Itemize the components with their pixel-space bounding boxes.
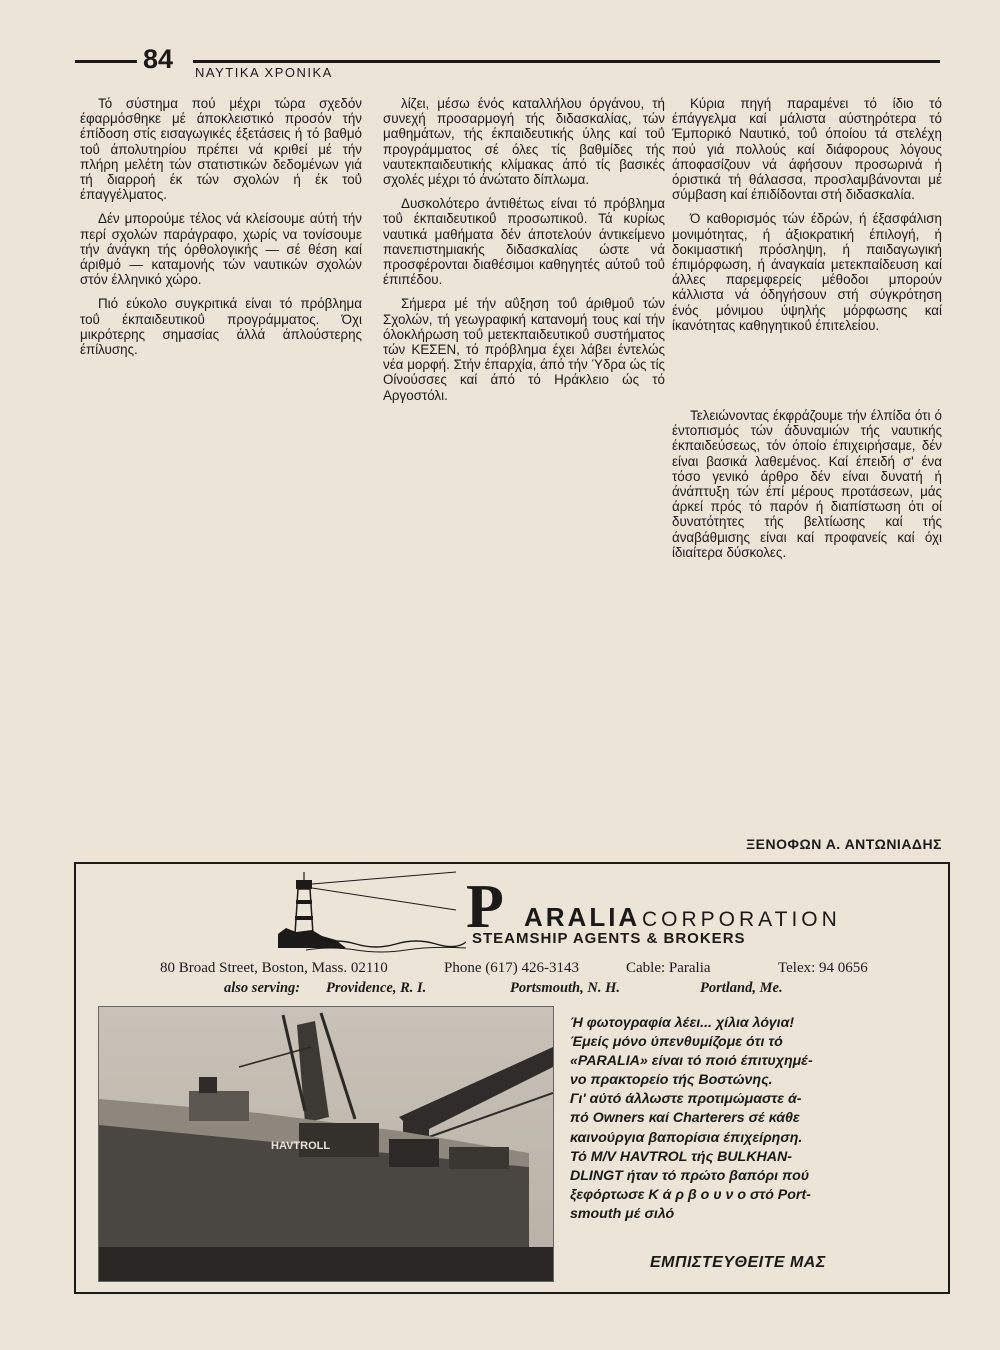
address: 80 Broad Street, Boston, Mass. 02110 [160, 960, 388, 976]
article-paragraph: λίζει, μέσω ένός καταλλήλου όργάνου, τή συνεχή προσαρμογή τής διδασκαλίας, τών μαθημάτων, τής έκπαιδευτικής ύλης καί τοΰ προγράμματος σέ όλες τίς βαθμίδες τής ναυτεκπαιδευτικής κλίμακας άπό τίς βασικές σχολές μέχρι τό άνώτατο δίπλωμα. [383, 96, 665, 188]
brand-corporation: CORPORATION [642, 908, 841, 931]
ad-text-line: DLINGT ήταν τό πρώτο βαπόρι πού [570, 1167, 810, 1184]
ad-text-line: Ή φωτογραφία λέει... χίλια λόγια! [570, 1015, 795, 1031]
article-paragraph: Τελειώνοντας έκφράζουμε τήν έλπίδα ότι ό έντοπισμός τών άδυναμιών τής ναυτικής έκπαιδεύσεως, τόν όποίο έπιχειρήσαμε, δέν είναι βασικά λαθεμένος. Καί έπειδή σ' ένα τόσο γενικό άρθρο δέν είναι δυνατή ή άνάπτυξη τών έπί μέρους προτάσεων, μάς άρκεί πρός τό παρόν ή διαπίστωση ότι οί δυνατότητες τής βελτίωσης καί τής άναβάθμισης είναι καί προφανείς καί όχι ίδιαίτερα δύσκολες. [672, 408, 942, 560]
article-paragraph: Σήμερα μέ τήν αΰξηση τοΰ άριθμοΰ τών Σχολών, τή γεωγραφική κατανομή τους καί τήν όλοκλήρωση τοΰ μετεκπαιδευτικοΰ συστήματος τών ΚΕΣΕΝ, τό πρόβλημα έχει λάβει έντελώς νέα μορφή. Στήν έπαρχία, άπό τήν Ύδρα ώς τίς Οίνούσσες καί άπό τό Ηράκλειο ώς τό Αργοστόλι. [383, 296, 665, 403]
brand-tagline: STEAMSHIP AGENTS & BROKERS [472, 930, 746, 947]
author-signature: ΞΕΝΟΦΩΝ Α. ΑΝΤΩΝΙΑΔΗΣ [746, 836, 942, 852]
header-rule-left [75, 60, 137, 63]
ad-call-to-action: ΕΜΠΙΣΤΕΥΘΕΙΤΕ ΜΑΣ [650, 1254, 826, 1271]
article-column-1 [80, 96, 362, 366]
article-paragraph: Δέν μπορούμε τέλος νά κλείσουμε αύτή τήν περί σχολών παράγραφο, χωρίς να τονίσουμε τήν άνάγκη τής όρθολογικής — σέ θέση καί άριθμό — καταμονής τών ναυτικών σχολών στόν έλληνικό χώρο. [80, 211, 362, 288]
article-paragraph: Δυσκολότερο άντιθέτως είναι τό πρόβλημα τοΰ έκπαιδευτικοΰ προσωπικοΰ. Τά κυρίως ναυτικά μαθήματα δέν άποτελούν άντικείμενο πανεπιστημιακής διδασκαλίας ώστε νά προσφέρονται διαθέσιμοι καθηγητές αύτοΰ τοΰ έπιπέδου. [383, 196, 665, 288]
page-number: 84 [143, 44, 174, 74]
ad-text-line: Γι' αύτό άλλωστε προτιμώμαστε ά- [570, 1091, 802, 1108]
paralia-advertisement [74, 862, 950, 1294]
advertisement-text [570, 1014, 906, 1224]
ship-photo [98, 1006, 554, 1282]
cable: Cable: Paralia [626, 960, 711, 976]
header-rule-right [193, 60, 940, 63]
also-serving-label: also serving: [224, 980, 301, 996]
brand-name: ARALIA [524, 902, 641, 932]
ad-text-line: πό Owners καί Charterers σέ κάθε [570, 1110, 800, 1127]
article-column-2 [383, 96, 665, 412]
serving-city: Portsmouth, N. H. [510, 980, 620, 996]
article-paragraph: Τό σύστημα πού μέχρι τώρα σχεδόν έφαρμόσθηκε μέ άποκλειστικό προσόν τήν έπίδοση στίς εισαγωγικές έξετάσεις ή τό βαθμό τοΰ άπολυτηρίου πρέπει νά κριθεί μέ τήν πλήρη μελέτη τών στατιστικών δεδομένων γιά τή διαρροή έκ τών σχολών ή έκ τοΰ έπαγγέλματος. [80, 96, 362, 203]
article-column-3 [672, 96, 942, 569]
ad-text-line: νο πρακτορείο τής Βοστώνης. [570, 1072, 773, 1089]
article-paragraph: Κύρια πηγή παραμένει τό ίδιο τό έπάγγελμα καί μάλιστα αύστηρότερα τό Έμπορικό Ναυτικό, τοΰ όποίου τά στελέχη πού γιά πολλούς καί διάφορους λόγους άποφασίζουν νά άφήσουν προσωρινά ή όριστικά τή θάλασσα, προσλαμβάνονται μέ σύμβαση καί έπιδίδονται στή διδασκαλία. [672, 96, 942, 203]
serving-city: Providence, R. I. [326, 980, 427, 996]
page-header [75, 44, 940, 80]
ad-text-line: smouth μέ σιλό [570, 1205, 675, 1222]
ad-text-line: «PARALIA» είναι τό ποιό έπιτυχημέ- [570, 1053, 813, 1070]
ad-text-line: καινούργια βαπορίσια έπιχείρηση. [570, 1129, 803, 1146]
column-spacer [672, 342, 942, 408]
serving-city: Portland, Me. [700, 980, 783, 996]
lighthouse-logo-icon [276, 870, 466, 956]
phone: Phone (617) 426-3143 [444, 960, 579, 976]
ship-illustration [99, 1007, 553, 1281]
telex: Telex: 94 0656 [778, 960, 868, 976]
ad-text-line: Έμείς μόνο ύπενθυμίζομε ότι τό [570, 1034, 783, 1051]
article-paragraph: Πιό εύκολο συγκριτικά είναι τό πρόβλημα τοΰ έκπαιδευτικοΰ προγράμματος. Όχι μικρότερης σημασίας άλλά άπλούστερης έπίλυσης. [80, 296, 362, 358]
ad-text-line: ξεφόρτωσε Κ ά ρ β ο υ ν ο στό Port- [570, 1186, 811, 1203]
ad-text-line: Τό M/V HAVTROL τής BULKHAN- [570, 1148, 792, 1165]
magazine-title: ΝΑΥΤΙΚΑ ΧΡΟΝΙΚΑ [195, 65, 333, 80]
article-paragraph: Ό καθορισμός τών έδρών, ή έξασφάλιση μονιμότητας, ή άξιοκρατική έπιλογή, ή δοκιμαστική πρόσληψη, ή παιδαγωγική έπιμόρφωση, ή άναγκαία μετεκπαίδευση καί άλλες παρεμφερείς μέθοδοι μπορούν κάλλιστα νά όδηγήσουν στή σύγκρότηση ένός μόνιμου ύψηλής μόρφωσης καί ίκανότητας καθηγητικοΰ έπιτελείου. [672, 211, 942, 333]
ship-name-label: HAVTROLL [271, 1140, 331, 1152]
brand-initial: P [466, 873, 504, 941]
